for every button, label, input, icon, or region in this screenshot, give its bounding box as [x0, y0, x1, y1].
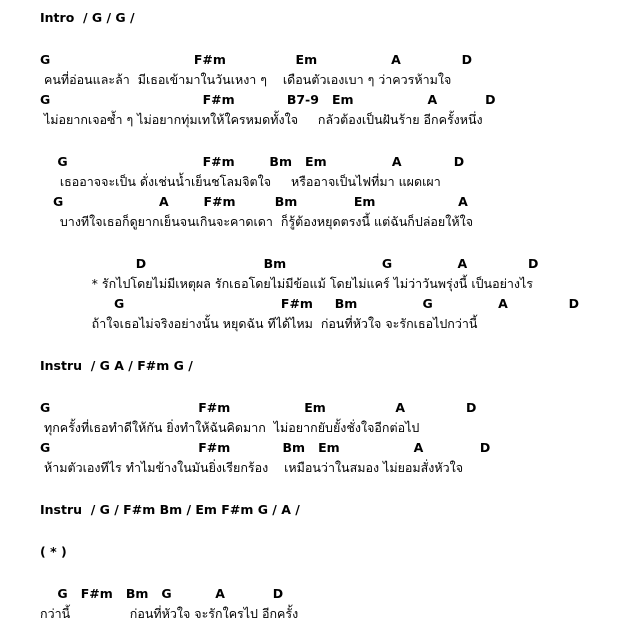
instru-line-2: Instru / G / F#m Bm / Em F#m G / A /: [40, 502, 300, 517]
chorus-chord-line-1: D Bm G A D: [40, 256, 539, 271]
verse1-chord-line-1: G F#m Em A D: [40, 52, 473, 67]
verse1-chord-line-2: G F#m B7-9 Em A D: [40, 92, 496, 107]
verse2-chord-line-1: G F#m Bm Em A D: [40, 154, 465, 169]
verse2-lyric-line-1: เธออาจจะเป็น ดั่งเช่นน้ำเย็นชโลมจิตใจ หรืออาจเป็นไฟที่มา แผดเผา: [40, 174, 441, 189]
instru-line-1: Instru / G A / F#m G /: [40, 358, 193, 373]
verse3-lyric-line-2: ห้ามตัวเองทีไร ทำไมข้างในมันยิ่งเรียกร้อง เหมือนว่าในสมอง ไม่ยอมสั่งหัวใจ: [40, 460, 464, 475]
outro-chord-line: G F#m Bm G A D: [40, 586, 284, 601]
chorus-chord-line-2: G F#m Bm G A D: [40, 296, 580, 311]
verse1-lyric-line-1: คนที่อ่อนและล้า มีเธอเข้ามาในวันเหงา ๆ เดือนตัวเองเบา ๆ ว่าควรห้ามใจ: [40, 72, 452, 87]
verse2-chord-line-2: G A F#m Bm Em A: [40, 194, 468, 209]
verse1-lyric-line-2: ไม่อยากเจอซ้ำ ๆ ไม่อยากทุ่มเทให้ใครหมดทั้งใจ กลัวต้องเป็นฝันร้าย อีกครั้งหนึ่ง: [40, 112, 483, 127]
chorus-lyric-line-1: * รักไปโดยไม่มีเหตุผล รักเธอโดยไม่มีข้อแม้ โดยไม่แคร์ ไม่ว่าวันพรุ่งนี้ เป็นอย่างไร: [40, 276, 534, 291]
chorus-repeat-marker: ( * ): [40, 544, 67, 559]
verse3-lyric-line-1: ทุกครั้งที่เธอทำดีให้กัน ยิ่งทำให้ฉันคิดมาก ไม่อยากยับยั้งชั่งใจอีกต่อไป: [40, 420, 420, 435]
chorus-lyric-line-2: ถ้าใจเธอไม่จริงอย่างนั้น หยุดฉัน ทีได้ไหม ก่อนที่หัวใจ จะรักเธอไปกว่านี้: [40, 316, 478, 331]
verse2-lyric-line-2: บางทีใจเธอก็ดูยากเย็นจนเกินจะคาดเดา ก็รู้ต้องหยุดตรงนี้ แต่ฉันก็ปล่อยให้ใจ: [40, 214, 474, 229]
intro-line: Intro / G / G /: [40, 10, 135, 25]
verse3-chord-line-1: G F#m Em A D: [40, 400, 477, 415]
verse3-chord-line-2: G F#m Bm Em A D: [40, 440, 491, 455]
outro-lyric-line: กว่านี้ ก่อนที่หัวใจ จะรักใครไป อีกครั้ง: [40, 606, 299, 621]
